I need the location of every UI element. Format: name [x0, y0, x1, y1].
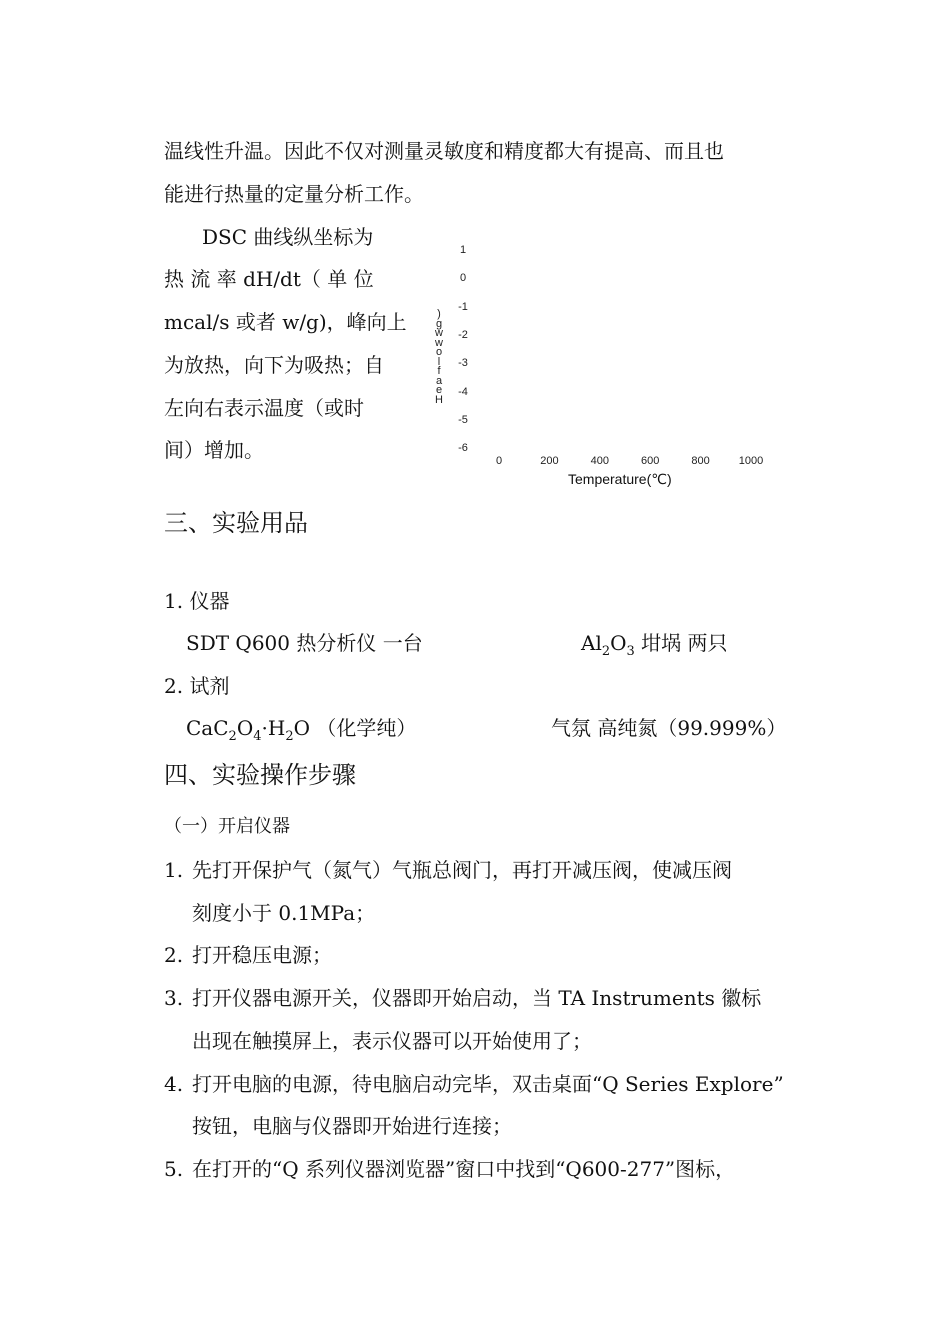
- y-axis-label-char: ): [437, 308, 441, 320]
- y-axis-label-char: e: [435, 384, 443, 396]
- y-tick-label: -4: [458, 385, 468, 398]
- y-axis-label-char: a: [435, 374, 443, 387]
- step-number: 3.: [164, 986, 184, 1010]
- step-text: 打开稳压电源；: [192, 943, 332, 967]
- y-axis-label-char: l: [437, 355, 441, 368]
- crucible-text: $Al_2O_3$ 坩埚 两只: [581, 631, 728, 659]
- instrument-text: SDT Q600 热分析仪 一台: [186, 631, 423, 655]
- y-axis-label-char: g: [435, 317, 443, 330]
- atmosphere-text: 气氛 高纯氮（99.999%）: [551, 716, 787, 740]
- dsc-text-line: mcal/s 或者 w/g)，峰向上: [164, 310, 407, 334]
- y-axis-label-char: H: [435, 393, 443, 406]
- step-text: 按钮，电脑与仪器即开始进行连接；: [192, 1114, 512, 1138]
- step-text: 在打开的“Q 系列仪器浏览器”窗口中找到“Q600-277”图标，: [192, 1157, 736, 1181]
- dsc-text-line: 为放热，向下为吸热；自: [164, 353, 384, 377]
- step-text: 打开电脑的电源，待电脑启动完毕，双击桌面“Q Series Explore”: [192, 1072, 784, 1096]
- y-tick-label: -6: [458, 442, 468, 455]
- dsc-text-line: 间）增加。: [164, 438, 264, 462]
- y-tick-label: 0: [459, 272, 467, 285]
- step-number: 5.: [164, 1157, 184, 1181]
- step-number: 4.: [164, 1072, 184, 1096]
- subsection-heading: （一）开启仪器: [164, 816, 290, 837]
- dsc-text-line: DSC 曲线纵坐标为: [202, 225, 374, 249]
- step-text: 先打开保护气（氮气）气瓶总阀门，再打开减压阀，使减压阀: [192, 858, 732, 882]
- x-axis-label: Temperature(℃): [568, 471, 672, 487]
- y-tick-label: -5: [458, 413, 468, 426]
- body-text-line: 温线性升温。因此不仅对测量灵敏度和精度都大有提高、而且也: [164, 139, 724, 163]
- reagent-text: $CaC_2O_4\cdot H_2O$ （化学纯）: [186, 716, 417, 744]
- step-text: 打开仪器电源开关，仪器即开始启动，当 TA Instruments 徽标: [192, 986, 762, 1010]
- x-tick-label: 600: [641, 455, 660, 467]
- section-heading: 四、实验操作步骤: [164, 761, 356, 789]
- y-tick-label: 1: [459, 244, 467, 256]
- step-text: 刻度小于 0.1MPa；: [192, 901, 376, 925]
- x-tick-label: 800: [691, 455, 710, 467]
- dsc-text-line: 热 流 率 dH/dt（ 单 位: [164, 267, 374, 291]
- section-heading: 三、实验用品: [164, 509, 308, 537]
- y-axis-label-char: o: [435, 346, 443, 358]
- y-axis-label-char: w: [435, 327, 443, 339]
- step-text: 出现在触摸屏上，表示仪器可以开始使用了；: [192, 1029, 592, 1053]
- y-axis-label-char: f: [437, 365, 441, 377]
- y-tick-label: -3: [458, 357, 468, 370]
- x-tick-label: 200: [540, 455, 559, 467]
- body-text-line: 能进行热量的定量分析工作。: [164, 182, 424, 206]
- item-label: 1. 仪器: [164, 589, 230, 613]
- y-axis-label-char: w: [435, 336, 443, 349]
- dsc-text-line: 左向右表示温度（或时: [164, 396, 364, 420]
- item-label: 2. 试剂: [164, 674, 230, 698]
- y-tick-label: -1: [458, 300, 468, 313]
- x-tick-label: 1000: [738, 455, 764, 467]
- x-tick-label: 0: [495, 455, 503, 467]
- y-tick-label: -2: [458, 328, 468, 341]
- x-tick-label: 400: [590, 455, 609, 467]
- step-number: 2.: [164, 943, 184, 967]
- step-number: 1.: [164, 858, 184, 882]
